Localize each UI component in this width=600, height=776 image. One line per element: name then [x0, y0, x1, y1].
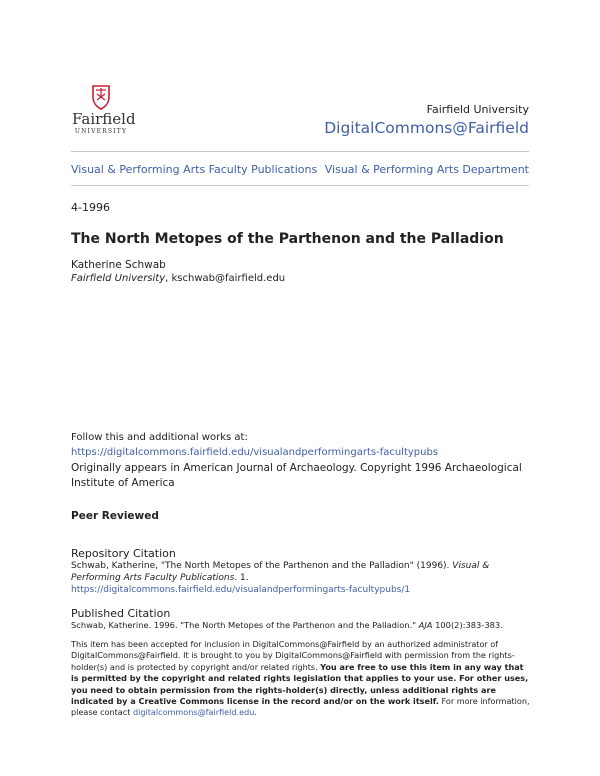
repository-citation-text [71, 560, 531, 596]
follow-line [71, 430, 531, 460]
author-name: Katherine Schwab [71, 259, 166, 271]
repository-citation-heading: Repository Citation [71, 547, 176, 560]
repository-citation-prefix: Schwab, Katherine, "The North Metopes of the Parthenon and the Palladion" (1996). [71, 561, 453, 571]
page-title: The North Metopes of the Parthenon and the Palladion [71, 231, 504, 247]
original-publication-note: Originally appears in American Journal of Archaeology. Copyright 1996 Archaeological Institute of America [71, 462, 522, 489]
follow-lead: Follow this and additional works at: [71, 432, 248, 443]
logo-wordmark: Fairfield [72, 110, 136, 128]
notice-usage-terms: You are free to use this item in any way that is permitted by the copyright and related rights legislation that applies to your use. For other uses, you need to obtain permission from the rights-holder(s) directly, unless additional rights are indicated by a Creative Commons license in the record and/or on the work itself. [71, 661, 529, 707]
journal-abbrev: AJA [418, 620, 433, 630]
collection-link[interactable]: Visual & Performing Arts Faculty Publications [71, 163, 318, 176]
contact-email-link[interactable]: digitalcommons@fairfield.edu [132, 707, 255, 718]
affiliation-name: Fairfield University [71, 273, 166, 284]
repository-link[interactable]: DigitalCommons@Fairfield [324, 119, 529, 137]
top-divider [71, 151, 529, 152]
publication-date: 4-1996 [71, 201, 110, 214]
logo-subtitle: UNIVERSITY [74, 128, 128, 135]
rights-notice [71, 639, 531, 719]
middle-divider [71, 185, 529, 186]
follow-link[interactable]: https://digitalcommons.fairfield.edu/visualandperformingarts-facultypubs [71, 447, 439, 458]
peer-reviewed-label: Peer Reviewed [71, 510, 159, 522]
published-citation-text [71, 620, 531, 631]
author-email: kschwab@fairfield.edu [171, 273, 286, 284]
published-citation-suffix: 100(2):383-383. [432, 620, 503, 630]
published-citation-heading: Published Citation [71, 607, 171, 620]
notice-contact-lead: For more information, please contact [71, 696, 530, 718]
institution-name: Fairfield University [426, 103, 529, 116]
department-link[interactable]: Visual & Performing Arts Department [324, 163, 529, 176]
published-citation-prefix: Schwab, Katherine. 1996. "The North Metopes of the Parthenon and the Palladion." [71, 620, 419, 630]
repository-citation-link[interactable]: https://digitalcommons.fairfield.edu/visualandperformingarts-facultypubs/1 [71, 585, 411, 595]
repository-citation-suffix: . 1. [234, 573, 249, 583]
shield-icon [91, 84, 111, 110]
notice-end: . [254, 707, 257, 718]
series-title: Visual & Performing Arts Faculty Publications [71, 561, 490, 583]
notice-intro: This item has been accepted for inclusion in DigitalCommons@Fairfield by an authorized administrator of DigitalCommons@Fairfield. It is brought to you by DigitalCommons@Fairfield with permission from the rights-holder(s) and is protected by copyright and/or related rights. [71, 639, 515, 672]
author-affiliation: Fairfield University, kschwab@fairfield.edu [71, 273, 286, 284]
fairfield-logo [72, 84, 136, 135]
